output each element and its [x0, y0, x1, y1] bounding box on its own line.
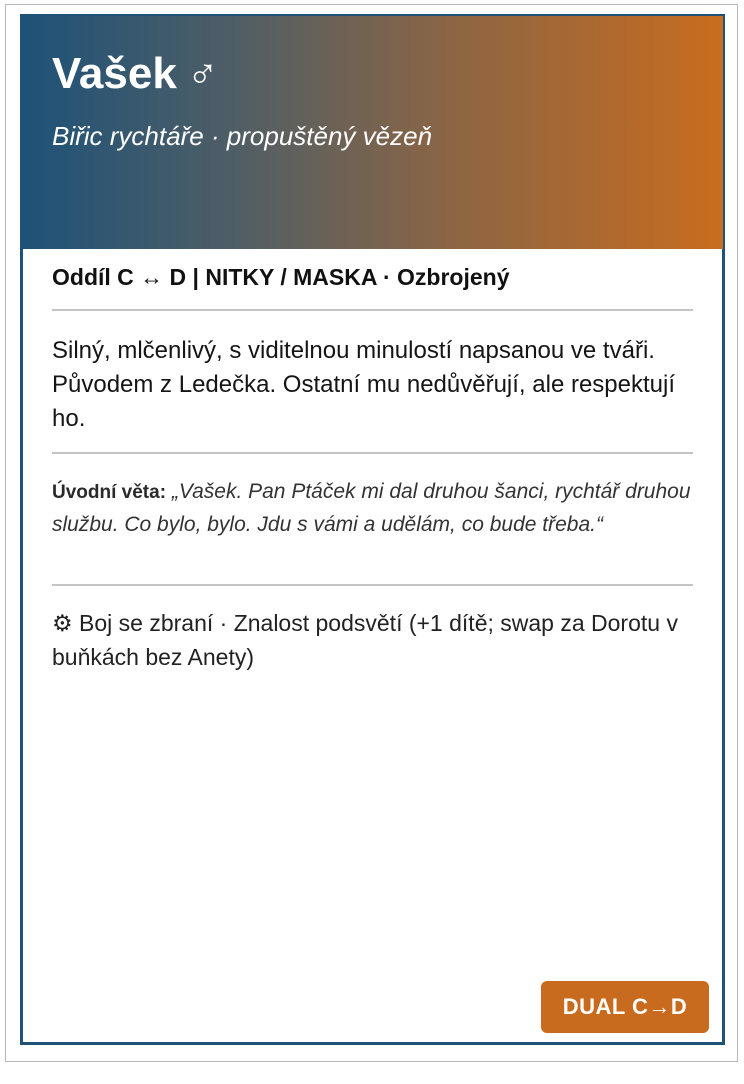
opening-line-text: „Vašek. Pan Ptáček mi dal druhou šanci, rychtář druhou službu. Co bylo, bylo. Jdu s vámi a udělám, co bude třeba.“ — [52, 480, 691, 536]
divider — [52, 452, 693, 454]
character-card — [20, 14, 725, 1045]
divider — [52, 584, 693, 586]
character-meta: Oddíl C ↔ D | NITKY / MASKA · Ozbrojený — [52, 264, 510, 290]
gear-icon: ⚙ — [52, 610, 73, 636]
divider — [52, 309, 693, 311]
opening-line — [52, 476, 702, 541]
dual-badge: DUAL C→D — [541, 981, 709, 1033]
male-symbol-icon: ♂ — [186, 50, 219, 97]
character-name: Vašek — [52, 49, 177, 98]
abilities-text: Boj se zbraní · Znalost podsvětí (+1 dítě; swap za Dorotu v buňkách bez Anety) — [52, 610, 678, 670]
opening-line-label: Úvodní věta: — [52, 482, 167, 503]
character-role: Biřic rychtáře · propuštěný vězeň — [52, 121, 433, 151]
character-abilities — [52, 606, 702, 674]
card-header — [23, 16, 723, 249]
character-name-line — [52, 46, 218, 102]
character-description: Silný, mlčenlivý, s viditelnou minulostí napsanou ve tváři. Původem z Ledečka. Ostatní mu nedůvěřují, ale respektují ho. — [52, 337, 676, 432]
